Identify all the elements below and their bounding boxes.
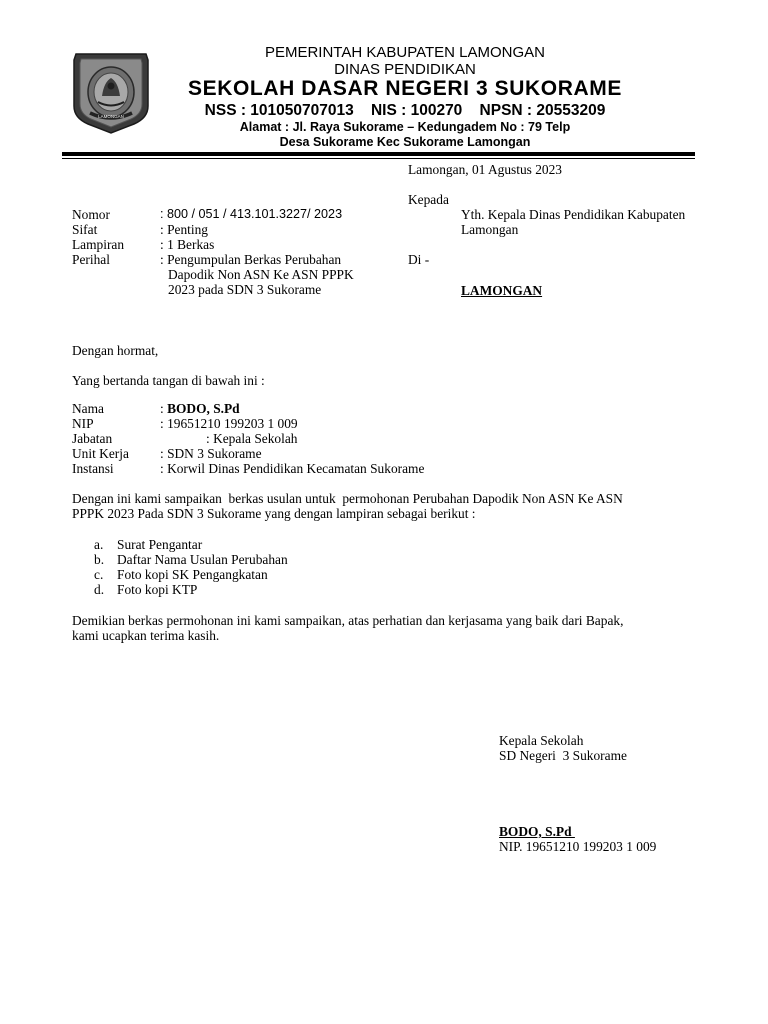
list-marker: b. [94,552,105,567]
meta-label: Sifat [72,222,98,237]
list-text: Foto kopi SK Pengangkatan [117,567,268,582]
meta-label: Lampiran [72,237,125,252]
list-item [0,567,400,582]
signer-identity [0,401,600,477]
list-marker: d. [94,582,105,597]
identity-label: Unit Kerja [72,446,129,461]
kop-line-pemerintah: PEMERINTAH KABUPATEN LAMONGAN [264,44,546,61]
meta-row [0,252,408,267]
identity-value: : BODO, S.Pd [160,401,240,416]
recipient-kepada: Kepada [408,192,449,207]
identity-row [0,461,600,476]
identity-label: Jabatan [72,431,113,446]
school-village: Desa Sukorame Kec Sukorame Lamongan [279,135,531,149]
list-marker: a. [94,537,104,552]
attachment-list [0,537,400,599]
kop-line-dinas: DINAS PENDIDIKAN [334,61,476,78]
perihal-continuation: Dapodik Non ASN Ke ASN PPPK [168,267,354,282]
signature-school: SD Negeri 3 Sukorame [499,748,627,763]
identity-row [0,431,600,446]
signature-name: BODO, S.Pd [499,824,575,839]
identity-label: Nama [72,401,104,416]
signature-nip: NIP. 19651210 199203 1 009 [499,839,657,854]
meta-label: Perihal [72,252,110,267]
closing-line1: Demikian berkas permohonan ini kami sampaikan, atas perhatian dan kerjasama yang baik dari Bapak, [72,613,624,628]
identity-label: NIP [72,416,94,431]
school-name: SEKOLAH DASAR NEGERI 3 SUKORAME [188,77,622,100]
meta-value: : 1 Berkas [160,237,215,252]
list-text: Surat Pengantar [117,537,203,552]
identity-value: : Kepala Sekolah [206,431,298,446]
identity-value: : SDN 3 Sukorame [160,446,262,461]
meta-row [0,207,408,222]
identity-row [0,446,600,461]
intro-line: Yang bertanda tangan di bawah ini : [72,373,265,388]
meta-row [0,237,408,252]
recipient-yth-line1: Yth. Kepala Dinas Pendidikan Kabupaten [461,207,686,222]
body-paragraph-line1: Dengan ini kami sampaikan berkas usulan untuk permohonan Perubahan Dapodik Non ASN Ke ASN [72,491,623,506]
greeting: Dengan hormat, [72,343,159,358]
list-item [0,552,400,567]
identity-row [0,416,600,431]
body-paragraph-line2: PPPK 2023 Pada SDN 3 Sukorame yang dengan lampiran sebagai berikut : [72,506,476,521]
recipient-city: LAMONGAN [461,283,543,298]
meta-value: : Pengumpulan Berkas Perubahan [160,252,342,267]
school-address: Alamat : Jl. Raya Sukorame – Kedungadem No : 79 Telp [239,120,571,134]
recipient-yth-line2: Lamongan [461,222,519,237]
identity-row [0,401,600,416]
closing-line2: kami ucapkan terima kasih. [72,628,220,643]
letter-meta [0,207,408,297]
letterhead-divider-thin [62,158,695,159]
letterhead-divider [62,152,695,156]
list-item [0,582,400,597]
perihal-continuation: 2023 pada SDN 3 Sukorame [168,282,322,297]
identity-value: : Korwil Dinas Pendidikan Kecamatan Sukorame [160,461,425,476]
list-marker: c. [94,567,104,582]
meta-row [0,222,408,237]
list-text: Daftar Nama Usulan Perubahan [117,552,288,567]
identity-value: : 19651210 199203 1 009 [160,416,298,431]
meta-value: : Penting [160,222,208,237]
signature-title: Kepala Sekolah [499,733,584,748]
identity-label: Instansi [72,461,114,476]
recipient-di: Di - [408,252,430,267]
meta-label: Nomor [72,207,110,222]
svg-text:LAMONGAN: LAMONGAN [98,114,124,119]
list-text: Foto kopi KTP [117,582,198,597]
letter-date: Lamongan, 01 Agustus 2023 [408,162,562,177]
school-numbers: NSS : 101050707013 NIS : 100270 NPSN : 20553209 [204,102,606,119]
list-item [0,537,400,552]
meta-value: : 800 / 051 / 413.101.3227/ 2023 [160,207,343,221]
